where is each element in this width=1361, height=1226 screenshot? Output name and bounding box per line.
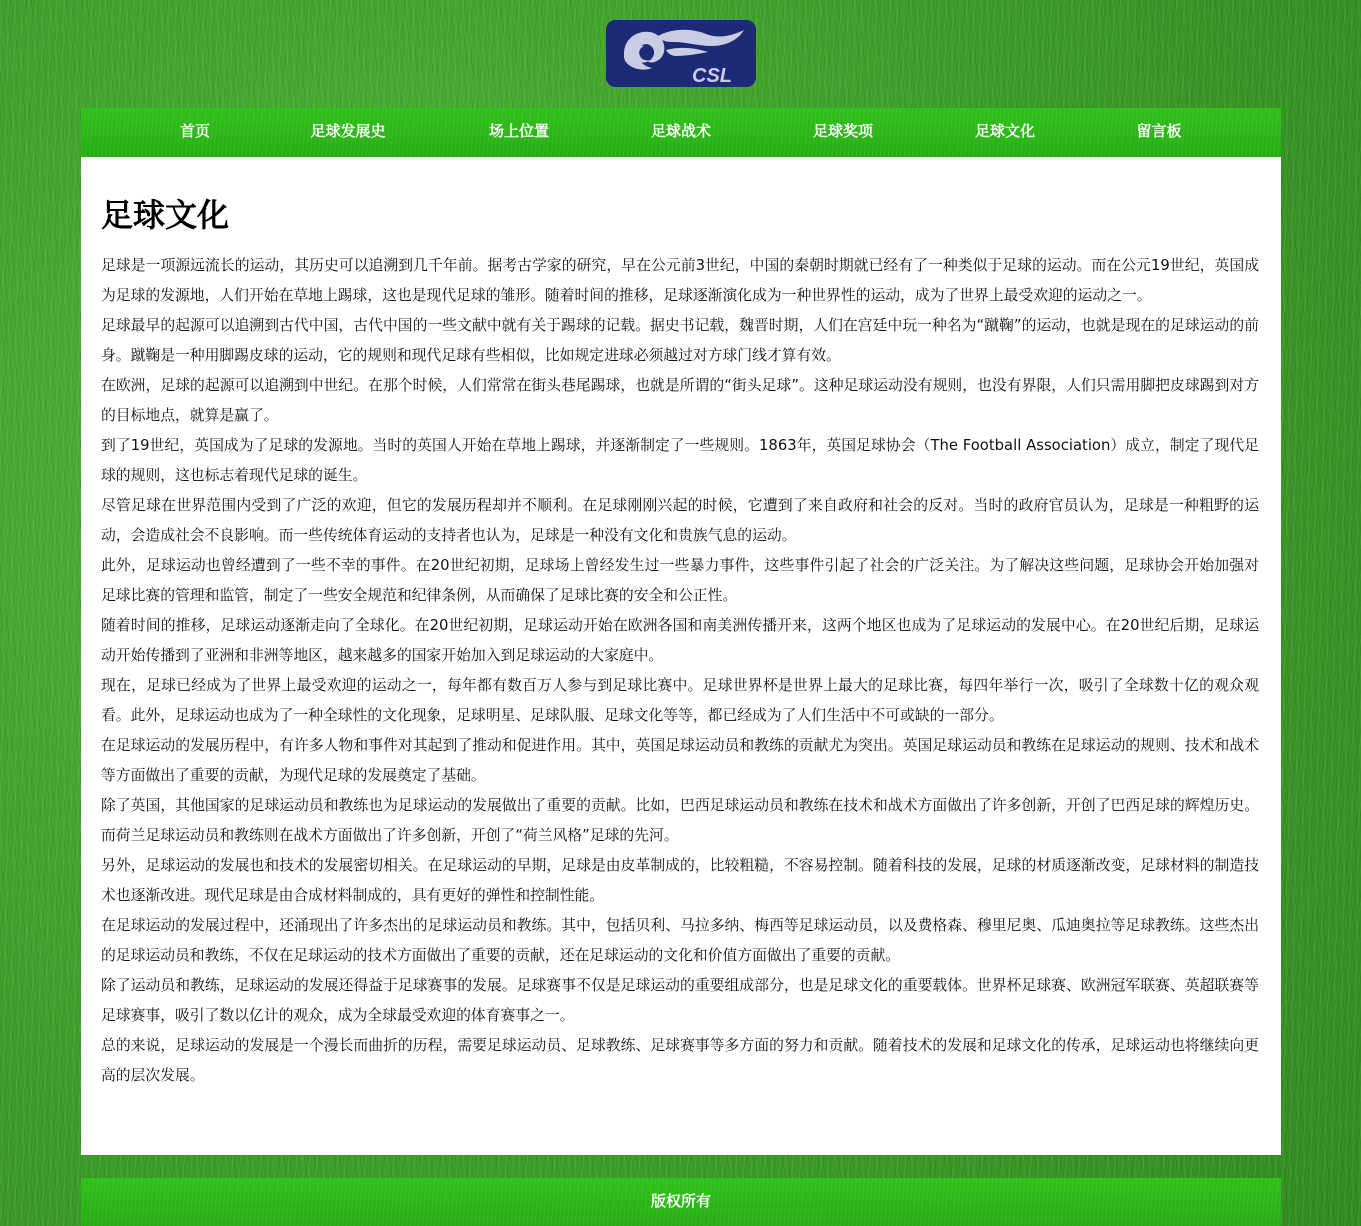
article-paragraph: 在足球运动的发展历程中，有许多人物和事件对其起到了推动和促进作用。其中，英国足球运动员和教练的贡献尤为突出。英国足球运动员和教练在足球运动的规则、技术和战术等方面做出了重要的贡献，为现代足球的发展奠定了基础。 — [101, 737, 1259, 784]
article-paragraph: 除了英国，其他国家的足球运动员和教练也为足球运动的发展做出了重要的贡献。比如，巴西足球运动员和教练在技术和战术方面做出了许多创新，开创了巴西足球的辉煌历史。而荷兰足球运动员和教练则在战术方面做出了许多创新，开创了“荷兰风格”足球的先河。 — [101, 797, 1259, 844]
nav-item-football-culture[interactable]: 足球文化 — [974, 122, 1036, 140]
article-paragraph: 足球是一项源远流长的运动，其历史可以追溯到几千年前。据考古学家的研究，早在公元前3世纪，中国的秦朝时期就已经有了一种类似于足球的运动。而在公元19世纪，英国成为足球的发源地，人们开始在草地上踢球，这也是现代足球的雏形。随着时间的推移，足球逐渐演化成为一种世界性的运动，成为了世界上最受欢迎的运动之一。 — [101, 257, 1259, 304]
article-paragraph: 现在，足球已经成为了世界上最受欢迎的运动之一，每年都有数百万人参与到足球比赛中。足球世界杯是世界上最大的足球比赛，每四年举行一次，吸引了全球数十亿的观众观看。此外，足球运动也成为了一种全球性的文化现象，足球明星、足球队服、足球文化等等，都已经成为了人们生活中不可或缺的一部分。 — [101, 677, 1259, 724]
article-paragraph: 在足球运动的发展过程中，还涌现出了许多杰出的足球运动员和教练。其中，包括贝利、马拉多纳、梅西等足球运动员，以及费格森、穆里尼奥、瓜迪奥拉等足球教练。这些杰出的足球运动员和教练，不仅在足球运动的技术方面做出了重要的贡献，还在足球运动的文化和价值方面做出了重要的贡献。 — [101, 917, 1259, 964]
footer — [81, 1178, 1281, 1226]
page-title: 足球文化 — [101, 196, 230, 234]
nav-item-football-tactics[interactable]: 足球战术 — [650, 122, 712, 140]
copyright-text: 版权所有 — [650, 1192, 711, 1210]
csl-logo[interactable] — [606, 20, 756, 87]
article-paragraph: 除了运动员和教练，足球运动的发展还得益于足球赛事的发展。足球赛事不仅是足球运动的重要组成部分，也是足球文化的重要载体。世界杯足球赛、欧洲冠军联赛、英超联赛等足球赛事，吸引了数以亿计的观众，成为全球最受欢迎的体育赛事之一。 — [101, 977, 1259, 1024]
article-paragraph: 尽管足球在世界范围内受到了广泛的欢迎，但它的发展历程却并不顺利。在足球刚刚兴起的时候，它遭到了来自政府和社会的反对。当时的政府官员认为，足球是一种粗野的运动，会造成社会不良影响。而一些传统体育运动的支持者也认为，足球是一种没有文化和贵族气息的运动。 — [101, 497, 1259, 544]
csl-logo-text: CSL — [692, 65, 732, 87]
article-paragraph: 到了19世纪，英国成为了足球的发源地。当时的英国人开始在草地上踢球，并逐渐制定了一些规则。1863年，英国足球协会（The Football Association）成立，制定了现代足球的规则，这也标志着现代足球的诞生。 — [101, 437, 1259, 484]
main-nav — [81, 108, 1281, 157]
article-paragraph: 在欧洲，足球的起源可以追溯到中世纪。在那个时候，人们常常在街头巷尾踢球，也就是所谓的“街头足球”。这种足球运动没有规则，也没有界限，人们只需用脚把皮球踢到对方的目标地点，就算是赢了。 — [101, 377, 1259, 424]
article-paragraph: 总的来说，足球运动的发展是一个漫长而曲折的历程，需要足球运动员、足球教练、足球赛事等多方面的努力和贡献。随着技术的发展和足球文化的传承，足球运动也将继续向更高的层次发展。 — [101, 1037, 1259, 1084]
article-paragraph: 足球最早的起源可以追溯到古代中国，古代中国的一些文献中就有关于踢球的记载。据史书记载，魏晋时期，人们在宫廷中玩一种名为“蹴鞠”的运动，也就是现在的足球运动的前身。蹴鞠是一种用脚踢皮球的运动，它的规则和现代足球有些相似，比如规定进球必须越过对方球门线才算有效。 — [101, 317, 1259, 364]
article-paragraph: 此外，足球运动也曾经遭到了一些不幸的事件。在20世纪初期，足球场上曾经发生过一些暴力事件，这些事件引起了社会的广泛关注。为了解决这些问题，足球协会开始加强对足球比赛的管理和监管，制定了一些安全规范和纪律条例，从而确保了足球比赛的安全和公正性。 — [101, 557, 1259, 604]
nav-item-field-positions[interactable]: 场上位置 — [488, 122, 550, 140]
nav-item-football-history[interactable]: 足球发展史 — [310, 122, 386, 140]
article-paragraph: 另外，足球运动的发展也和技术的发展密切相关。在足球运动的早期，足球是由皮革制成的，比较粗糙，不容易控制。随着科技的发展，足球的材质逐渐改变，足球材料的制造技术也逐渐改进。现代足球是由合成材料制成的，具有更好的弹性和控制性能。 — [101, 857, 1259, 904]
article-paragraph: 随着时间的推移，足球运动逐渐走向了全球化。在20世纪初期，足球运动开始在欧洲各国和南美洲传播开来，这两个地区也成为了足球运动的发展中心。在20世纪后期，足球运动开始传播到了亚洲和非洲等地区，越来越多的国家开始加入到足球运动的大家庭中。 — [101, 617, 1259, 664]
nav-item-football-awards[interactable]: 足球奖项 — [812, 122, 874, 140]
main-content — [81, 157, 1281, 1155]
csl-logo-icon — [606, 20, 756, 87]
nav-item-message-board[interactable]: 留言板 — [1136, 122, 1182, 140]
nav-item-home[interactable]: 首页 — [179, 122, 211, 140]
